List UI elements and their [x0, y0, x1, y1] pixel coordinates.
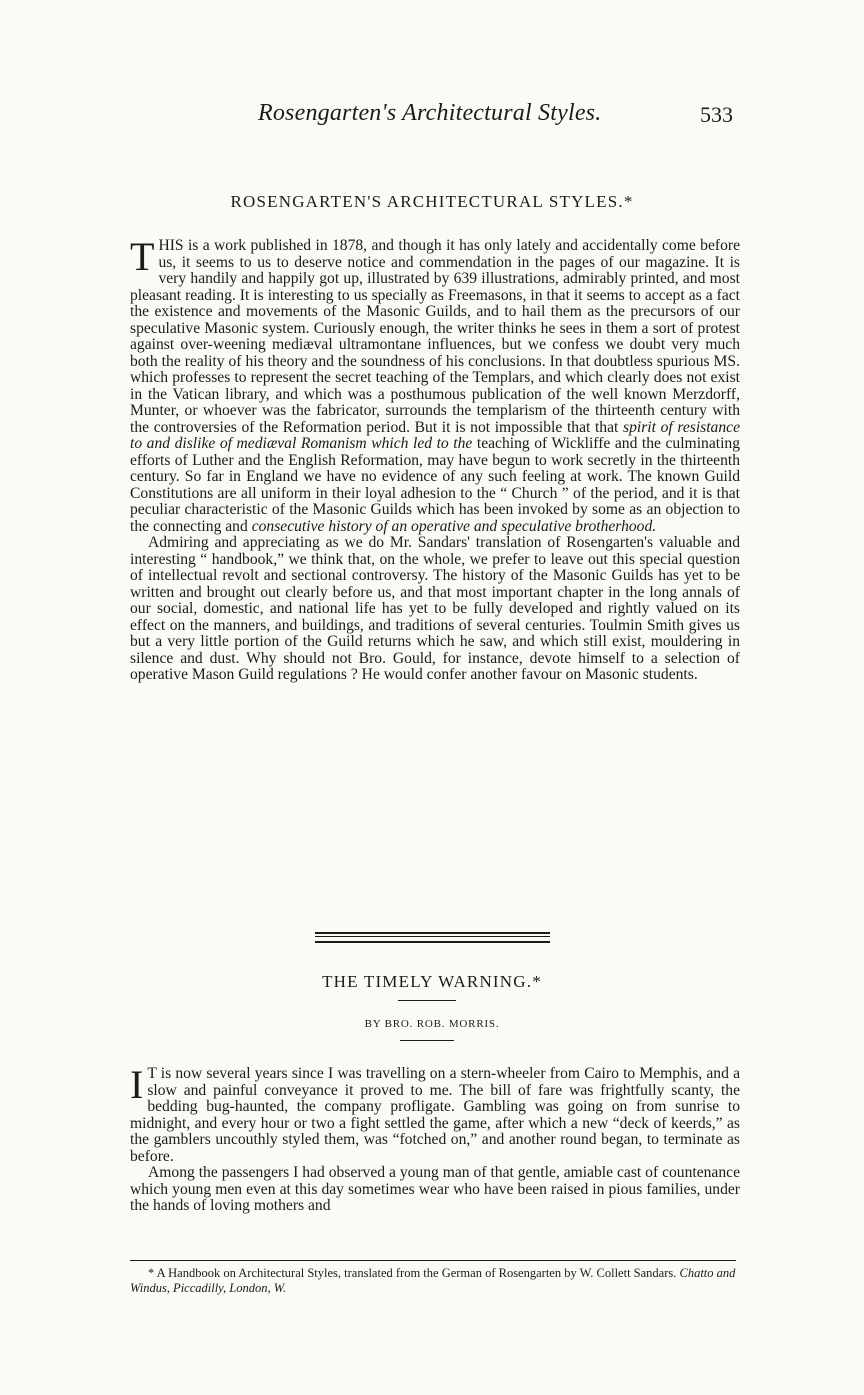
footnote-publisher: Chatto and Windus, Piccadilly, London, W.	[130, 1266, 736, 1295]
section-divider	[315, 932, 550, 943]
footnote	[130, 1266, 740, 1296]
paragraph-text: teaching of Wickliffe and the culminating efforts of Luther and the English Reformation, may have begun to work secretly in the thirteenth century. So far in England we have no evidence of any such feeling at work. The known Guild Constitutions are all uniform in their loyal adhesion to the “ Church ” of the period, and it is that peculiar characteristic of the Masonic Guilds which has been invoked by some as an objection to the connecting and	[130, 435, 740, 535]
paragraph-text: T is now several years since I was travelling on a stern-wheeler from Cairo to Memphis, and a slow and painful conveyance it proved to me. The bill of fare was frightfully scanty, the bedding bug-haunted, the company profligate. Gambling was going on from sunrise to midnight, and every hour or two a fight settled the game, after which a new “deck of keerds,” as the gamblers uncouthly styled them, was “fotched on,” and another round began, to terminate as before.	[130, 1065, 740, 1165]
paragraph: Among the passengers I had observed a young man of that gentle, amiable cast of countenance which young men even at this day sometimes wear who have been raised in pious families, under the hands of loving mothers and	[130, 1164, 740, 1214]
paragraph: Admiring and appreciating as we do Mr. Sandars' translation of Rosengarten's valuable and interesting “ handbook,” we think that, on the whole, we prefer to leave out this special question of intellectual revolt and sectional controversy. The history of the Masonic Guilds has yet to be written and brought out clearly before us, and that most important chapter in the long annals of our social, domestic, and national life has yet to be fully developed and rightly valued on its effect on the manners, and buildings, and traditions of several centuries. Toulmin Smith gives us but a very little portion of the Guild returns which he saw, and which still exist, mouldering in silence and dust. Why should not Bro. Gould, for instance, devote himself to a selection of operative Mason Guild regulations ? He would confer another favour on Masonic students.	[130, 534, 740, 683]
byline-rule	[400, 1040, 454, 1041]
italic-text: spirit of resistance to and dislike of mediæval Romanism which led to the	[130, 418, 740, 452]
byline: BY BRO. ROB. MORRIS.	[364, 1018, 500, 1030]
paragraph	[130, 1062, 740, 1165]
article-title-timely-warning: THE TIMELY WARNING.*	[322, 972, 542, 991]
drop-cap: I	[130, 1062, 144, 1107]
drop-cap: T	[130, 234, 155, 279]
paragraph	[130, 234, 740, 535]
article-body-rosengarten	[130, 234, 740, 684]
article-body-timely-warning	[130, 1062, 740, 1215]
page-number: 533	[700, 102, 733, 127]
paragraph-text: HIS is a work published in 1878, and though it has only lately and accidentally come before us, it seems to us to deserve notice and commendation in the pages of our magazine. It is very handily and happily got up, illustrated by 639 illustrations, admirably printed, and most pleasant reading. It is interesting to us specially as Freemasons, in that it seems to accept as a fact the existence and movements of the Masonic Guilds, and to hail them as the precursors of our speculative Masonic system. Curiously enough, the writer thinks he sees in them a sort of protest against over-weening mediæval ultramontane influences, but we confess we doubt very much both the reality of his theory and the soundness of his conclusions. In that doubtless spurious MS. which professes to represent the secret teaching of the Templars, and which clearly does not exist in the Vatican library, and which was a posthumous publication of the well known Merzdorff, Munter, or whoever was the fabricator, surrounds the templarism of the thirteenth century with the controversies of the Reformation period. But it is not impossible that that	[130, 237, 740, 436]
footnote-citation: * A Handbook on Architectural Styles, translated from the German of Rosengarten by W. Collett Sandars.	[148, 1266, 680, 1280]
title-rule	[398, 1000, 456, 1001]
footnote-rule	[130, 1260, 736, 1261]
article-title-rosengarten: ROSENGARTEN'S ARCHITECTURAL STYLES.*	[230, 192, 634, 211]
footnote-text	[130, 1266, 740, 1296]
running-header	[0, 98, 864, 138]
italic-text: consecutive history of an operative and speculative brotherhood.	[251, 517, 657, 535]
running-title: Rosengarten's Architectural Styles.	[258, 100, 602, 126]
